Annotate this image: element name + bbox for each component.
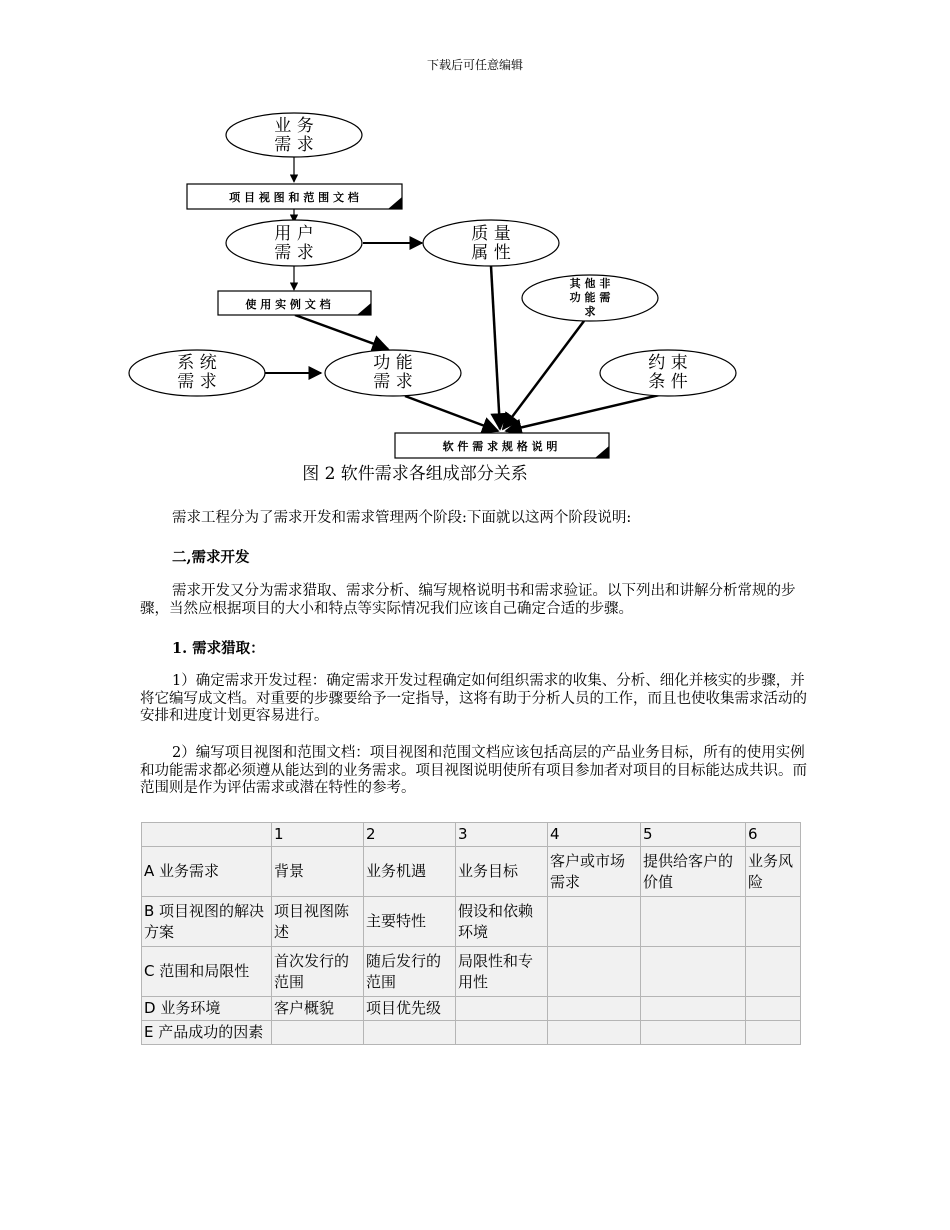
table-row (142, 897, 801, 947)
label-vision-doc: 项 目 视 图 和 范 围 文 档 (229, 191, 359, 204)
page-header: 下载后可任意编辑 (426, 58, 523, 72)
arrow-functional-to-srs (405, 396, 498, 431)
label-user-2: 需 求 (274, 243, 314, 263)
table-cell (548, 897, 641, 947)
table-row (142, 947, 801, 997)
table-cell: 6 (746, 823, 801, 847)
table-cell: C 范围和局限性 (142, 947, 272, 997)
table-cell: 提供给客户的价值 (641, 847, 746, 897)
paragraph-requirements-development: 需求开发又分为需求猎取、需求分析、编写规格说明书和需求验证。以下列出和讲解分析常规的步骤，当然应根据项目的大小和特点等实际情况我们应该自己确定合适的步骤。 (140, 583, 796, 617)
table-cell: 5 (641, 823, 746, 847)
table-cell: 首次发行的范围 (272, 947, 364, 997)
table-cell (746, 997, 801, 1021)
table-cell: 3 (456, 823, 548, 847)
label-usecase-doc: 使 用 实 例 文 档 (245, 298, 331, 311)
requirements-relationship-diagram (120, 105, 740, 460)
table-cell (456, 997, 548, 1021)
table-cell (641, 997, 746, 1021)
table-cell (641, 1021, 746, 1045)
table-cell (548, 997, 641, 1021)
table-cell: 1 (272, 823, 364, 847)
table-cell (641, 947, 746, 997)
label-functional-1: 功 能 (373, 353, 413, 373)
table-cell (746, 897, 801, 947)
table-cell: 局限性和专用性 (456, 947, 548, 997)
label-srs: 软 件 需 求 规 格 说 明 (442, 440, 558, 453)
label-constraints-1: 约 束 (648, 353, 688, 373)
paragraph-step-2: 2）编写项目视图和范围文档：项目视图和范围文档应该包括高层的产品业务目标，所有的使用实例和功能需求都必须遵从能达到的业务需求。项目视图说明使所有项目参加者对项目的目标能达成共识。而范围则是作为评估需求或潜在特性的参考。 (140, 745, 807, 796)
table-cell: 项目优先级 (364, 997, 456, 1021)
table-cell: 项目视图陈述 (272, 897, 364, 947)
table-cell: 随后发行的范围 (364, 947, 456, 997)
label-other-3: 求 (584, 305, 596, 318)
table-cell: 2 (364, 823, 456, 847)
table-cell: 业务机遇 (364, 847, 456, 897)
table-cell (142, 823, 272, 847)
arrow-quality-to-srs (491, 266, 500, 429)
arrow-constraints-to-srs (506, 393, 668, 431)
label-system-1: 系 统 (177, 353, 217, 373)
table-cell: 主要特性 (364, 897, 456, 947)
section-heading-requirements-development: 二,需求开发 (172, 549, 250, 566)
table-cell (746, 947, 801, 997)
table-cell: 业务目标 (456, 847, 548, 897)
table-cell (746, 1021, 801, 1045)
label-system-2: 需 求 (177, 372, 217, 392)
table-cell: D 业务环境 (142, 997, 272, 1021)
table-cell (548, 947, 641, 997)
table-cell: 背景 (272, 847, 364, 897)
table-cell: 4 (548, 823, 641, 847)
label-business-1: 业 务 (274, 116, 314, 136)
paragraph-intro: 需求工程分为了需求开发和需求管理两个阶段:下面就以这两个阶段说明: (172, 510, 632, 526)
arrow-usecase-to-functional (295, 315, 388, 349)
table-cell: 客户或市场需求 (548, 847, 641, 897)
table-cell (456, 1021, 548, 1045)
label-constraints-2: 条 件 (648, 372, 688, 392)
label-other-1: 其 他 非 (569, 277, 611, 290)
label-other-2: 功 能 需 (569, 291, 611, 304)
table-cell: 业务风险 (746, 847, 801, 897)
table-cell: B 项目视图的解决方案 (142, 897, 272, 947)
table-cell: 假设和依赖环境 (456, 897, 548, 947)
figure-caption: 图 2 软件需求各组成部分关系 (302, 464, 528, 484)
label-functional-2: 需 求 (373, 372, 413, 392)
table-header-row (142, 823, 801, 847)
table-cell (272, 1021, 364, 1045)
table-cell (641, 897, 746, 947)
table-cell: A 业务需求 (142, 847, 272, 897)
label-user-1: 用 户 (274, 224, 314, 244)
table-row (142, 1021, 801, 1045)
subsection-heading-elicitation: 1. 需求猎取： (172, 640, 265, 657)
table-cell: 客户概貌 (272, 997, 364, 1021)
table-row (142, 847, 801, 897)
vision-scope-table (141, 822, 801, 1045)
table-cell: E 产品成功的因素 (142, 1021, 272, 1045)
label-quality-1: 质 量 (471, 224, 511, 244)
table-cell (364, 1021, 456, 1045)
label-quality-2: 属 性 (471, 243, 511, 263)
paragraph-step-1: 1）确定需求开发过程：确定需求开发过程确定如何组织需求的收集、分析、细化并核实的步骤，并将它编写成文档。对重要的步骤要给予一定指导，这将有助于分析人员的工作，而且也使收集需求活动的安排和进度计划更容易进行。 (140, 673, 807, 724)
label-business-2: 需 求 (274, 135, 314, 155)
table-row (142, 997, 801, 1021)
arrow-other-to-srs (503, 321, 584, 429)
table-cell (548, 1021, 641, 1045)
